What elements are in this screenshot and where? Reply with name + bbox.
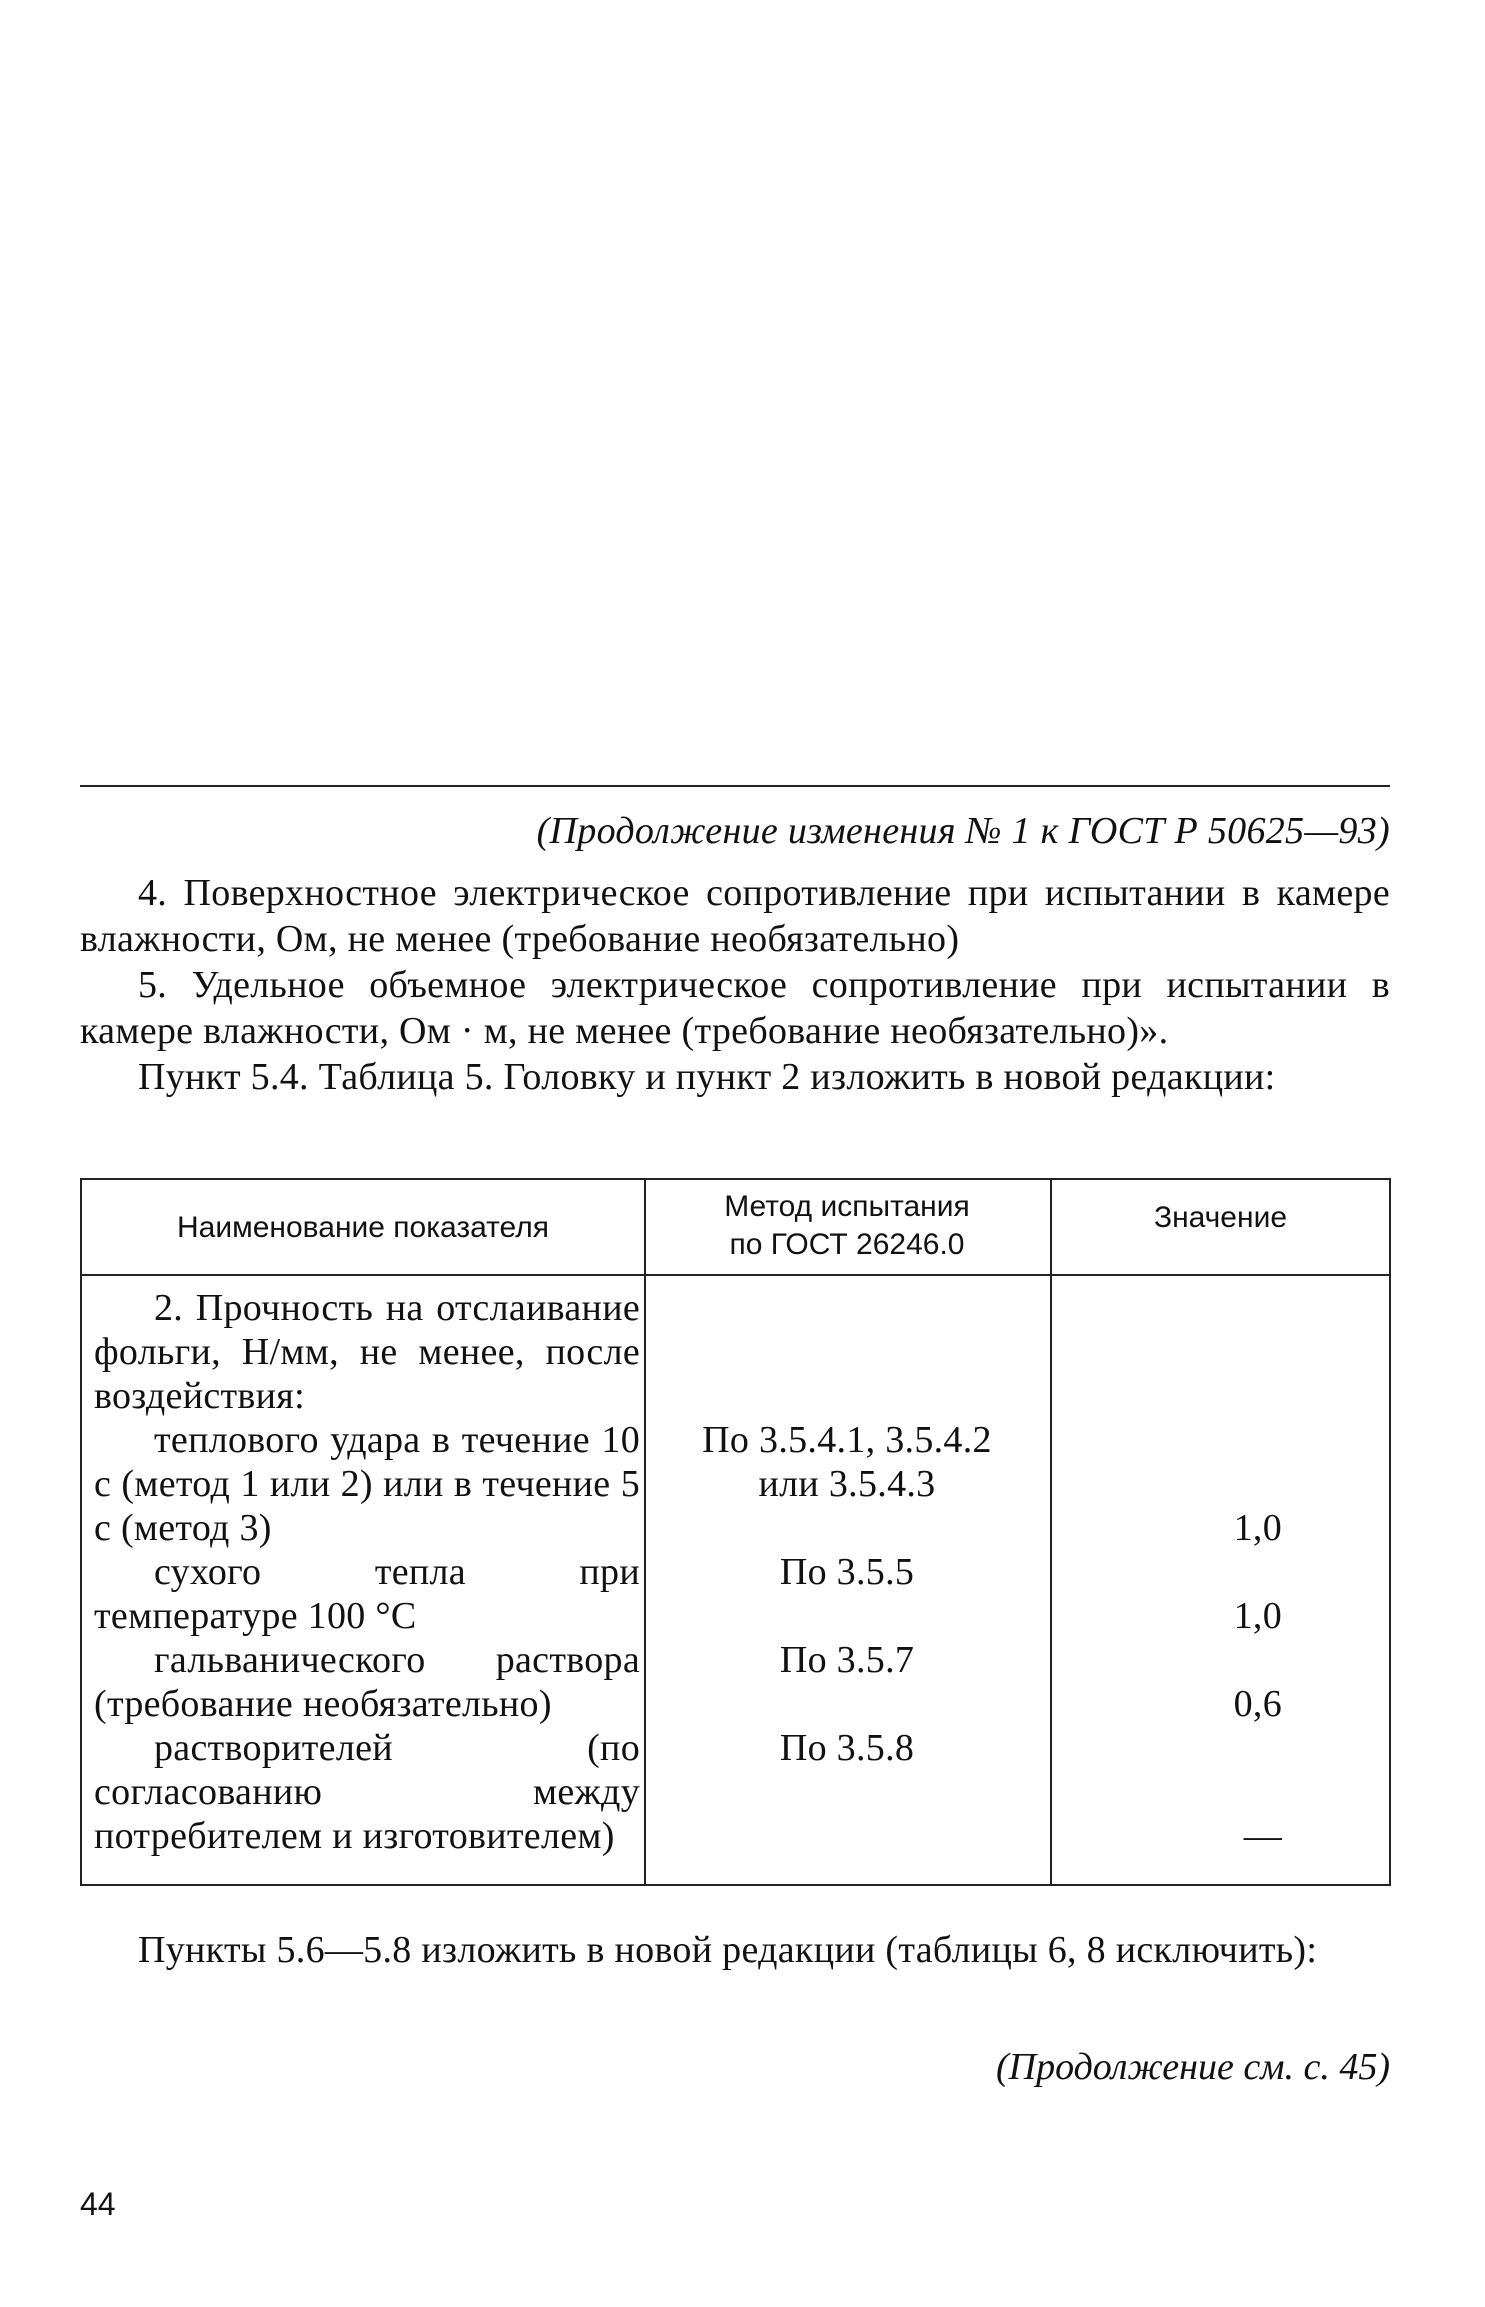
table-row-heat-shock: теплового удара в течение 10 с (метод 1 или 2) или в течение 5 с (метод 3) — [94, 1419, 640, 1549]
table-divider-col2 — [1050, 1180, 1052, 1884]
table-cell-dry-heat-method: По 3.5.5 — [779, 1551, 915, 1593]
table-divider-col1 — [644, 1180, 646, 1884]
table-cell-dry-heat-value: 1,0 — [1233, 1595, 1282, 1637]
table-5 — [80, 1178, 1391, 1886]
table-row-solvents: растворителей (по согласованию между потребителем и изготовителем) — [94, 1727, 640, 1857]
table-cell-solvents-method: По 3.5.8 — [779, 1727, 915, 1769]
table-cell-solvents-value: — — [1243, 1815, 1282, 1857]
table-header-name: Наименование показателя — [177, 1211, 549, 1244]
table-cell-galvanic-method: По 3.5.7 — [779, 1639, 915, 1681]
table-header-method-line1: Метод испытания — [724, 1190, 970, 1223]
paragraph-after-table: Пункты 5.6—5.8 изложить в новой редакции (таблицы 6, 8 исключить): — [138, 1929, 1318, 1971]
paragraph-item-5: 5. Удельное объемное электрическое сопротивление при испытании в камере влажности, Ом · м, не менее (требование необязательно)». — [80, 964, 1390, 1052]
table-header-method-line2: по ГОСТ 26246.0 — [729, 1228, 965, 1261]
table-header-divider — [82, 1274, 1389, 1276]
continuation-header: (Продолжение изменения № 1 к ГОСТ Р 50625—93) — [536, 810, 1390, 852]
paragraph-item-5-4: Пункт 5.4. Таблица 5. Головку и пункт 2 изложить в новой редакции: — [138, 1056, 1276, 1098]
header-rule — [80, 785, 1390, 787]
table-cell-heat-shock-value: 1,0 — [1233, 1507, 1282, 1549]
continuation-footer: (Продолжение см. с. 45) — [995, 2046, 1390, 2088]
paragraph-item-4: 4. Поверхностное электрическое сопротивление при испытании в камере влажности, Ом, не менее (требование необязательно) — [80, 872, 1390, 960]
table-header-value: Значение — [1153, 1201, 1288, 1234]
page-number: 44 — [80, 2186, 116, 2222]
table-row-intro: 2. Прочность на отслаивание фольги, Н/мм, не менее, после воздействия: — [94, 1287, 640, 1417]
table-row-galvanic: гальванического раствора (требование необязательно) — [94, 1639, 640, 1725]
table-cell-heat-shock-method-1: По 3.5.4.1, 3.5.4.2 — [702, 1419, 992, 1461]
table-cell-heat-shock-method-2: или 3.5.4.3 — [758, 1463, 936, 1505]
table-cell-galvanic-value: 0,6 — [1233, 1683, 1282, 1725]
table-row-dry-heat: сухого тепла при температуре 100 °С — [94, 1551, 640, 1637]
